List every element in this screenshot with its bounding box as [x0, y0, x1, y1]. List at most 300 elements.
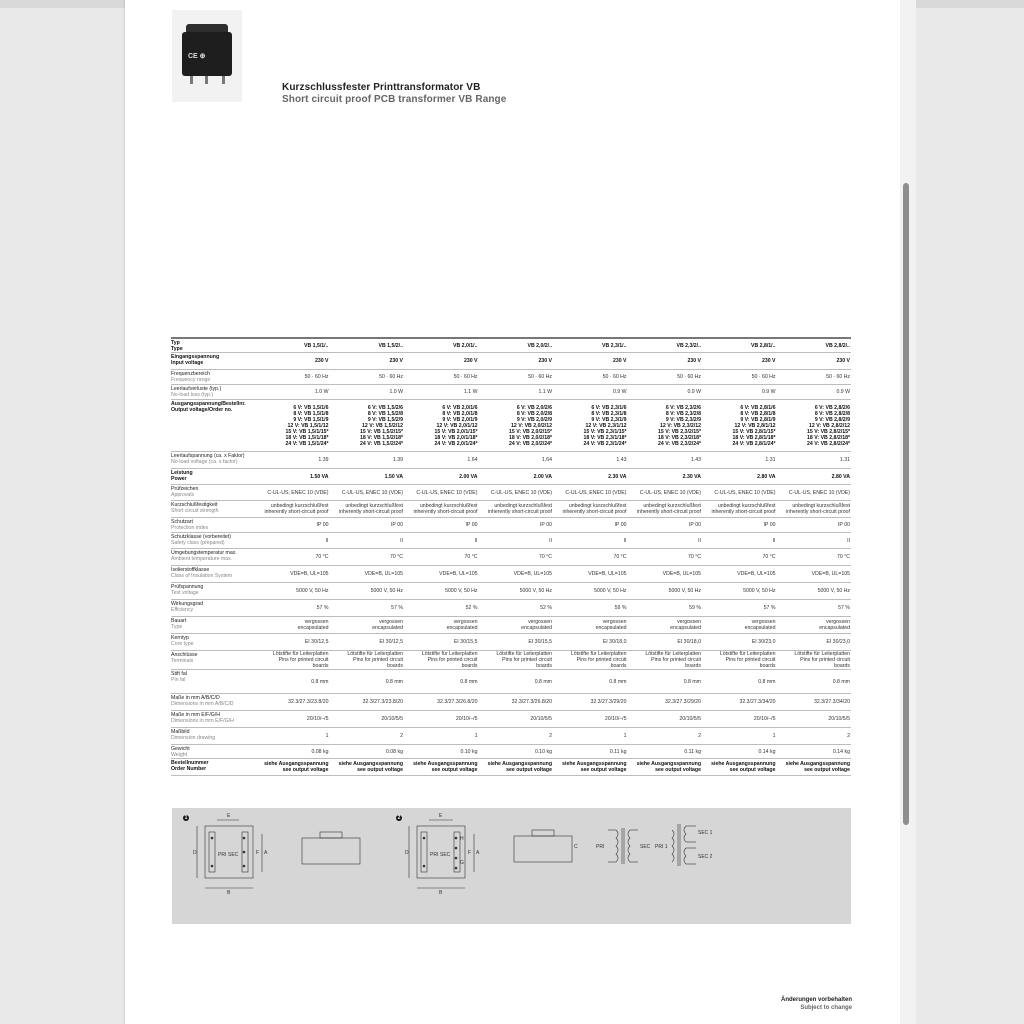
row-label — [171, 745, 255, 759]
table-cell: 50 · 60 Hz — [330, 370, 405, 385]
pri-label-1: PRI — [218, 852, 227, 858]
table-cell — [255, 759, 330, 776]
cell-line: Pins for printed circuit — [278, 657, 329, 663]
cell-line: 8 V: VB 1,5/2/8 — [367, 410, 403, 417]
cell-line: Pins for printed circuit — [651, 657, 701, 663]
row-label — [171, 353, 255, 370]
row-label-english: Class of Insulation System — [171, 573, 233, 579]
table-cell: VDE=B, UL=105 — [553, 566, 628, 583]
table-cell: VB 2,3/2/.. — [628, 338, 703, 353]
cell-line: see output voltage — [431, 767, 478, 773]
row-label-english: No-load loss (typ.) — [171, 392, 214, 398]
cell-line: encapsulated — [372, 625, 403, 631]
row-label-german: Bestellnummer — [171, 760, 209, 766]
cell-line: 12 V: VB 2,3/1/12 — [585, 422, 627, 429]
table-cell — [255, 501, 330, 518]
row-label-english: Dimensions in mm E/F/G/H — [171, 718, 234, 724]
title-english: Short circuit proof PCB transformer VB Range — [282, 94, 507, 105]
schematic-2-secondary-coil-1 — [684, 826, 686, 842]
table-cell: 2.80 VA — [777, 469, 852, 485]
table-cell: 1 — [404, 728, 479, 745]
cell-line: see output voltage — [729, 767, 776, 773]
table-cell — [479, 501, 554, 518]
row-label-german: Maße in mm E/F/G/H — [171, 712, 220, 718]
row-label-german: Isolierstoffklasse — [171, 567, 210, 573]
table-cell: 1.50 VA — [330, 469, 405, 485]
row-label-german: Bauart — [171, 618, 187, 624]
table-cell: IP 00 — [553, 518, 628, 533]
row-label — [171, 338, 255, 353]
row-label — [171, 759, 255, 776]
cell-line: vergossen — [528, 619, 552, 625]
table-cell: 2.00 VA — [479, 469, 554, 485]
cell-line: encapsulated — [297, 625, 329, 631]
table-cell: VB 1,5/1/.. — [255, 338, 330, 353]
row-label — [171, 385, 255, 400]
table-cell: VB 2,8/1/.. — [702, 338, 777, 353]
cell-line: unbedingt kurzschlußfest — [717, 503, 776, 509]
row-label-english: Core type — [171, 641, 194, 647]
table-cell: 0.8 mm — [553, 670, 628, 694]
table-cell — [777, 617, 852, 634]
table-cell: 5000 V, 50 Hz — [255, 583, 330, 600]
table-cell — [777, 501, 852, 518]
cell-line: 6 V: VB 2,0/1/6 — [442, 404, 478, 411]
cell-line: 8 V: VB 1,5/1/8 — [293, 410, 329, 417]
spec-row — [171, 501, 851, 518]
table-cell: VDE=B, UL=105 — [404, 566, 479, 583]
row-label-german: Schutzart — [171, 519, 193, 525]
table-cell: 1 — [255, 728, 330, 745]
cell-line: 9 V: VB 2,0/2/9 — [516, 416, 552, 423]
table-cell: C-UL-US, ENEC 10 (VDE) — [479, 485, 554, 501]
cell-line: 9 V: VB 2,3/2/9 — [665, 416, 701, 423]
cell-line: boards — [685, 663, 701, 669]
table-cell: VDE=B, UL=105 — [777, 566, 852, 583]
table-cell — [702, 501, 777, 518]
table-cell: 5000 V, 50 Hz — [702, 583, 777, 600]
row-label — [171, 533, 255, 549]
row-label-german: Schutzklasse (vorbereitet) — [171, 534, 231, 540]
ce-mark-logo: CE ⊕ — [188, 53, 206, 60]
table-cell — [702, 617, 777, 634]
schematic-1-secondary-coil — [628, 830, 630, 862]
product-photo — [172, 10, 242, 102]
spec-row — [171, 759, 851, 776]
table-cell — [553, 501, 628, 518]
cell-line: 8 V: VB 2,8/1/8 — [740, 410, 776, 417]
row-label-german: Leerlaufspannung (ca. x Faktor) — [171, 453, 245, 459]
cell-line: unbedingt kurzschlußfest — [494, 503, 552, 509]
cell-line: 12 V: VB 2,8/1/12 — [734, 422, 776, 429]
table-cell — [777, 400, 852, 452]
table-cell — [255, 617, 330, 634]
cell-line: Pins for printed circuit — [353, 657, 403, 663]
table-cell: 0.8 mm — [255, 670, 330, 694]
table-cell: VDE=B, UL=105 — [330, 566, 405, 583]
spec-row — [171, 533, 851, 549]
row-label-german: Umgebungstemperatur max. — [171, 550, 237, 556]
spec-row — [171, 549, 851, 566]
dim-label-d2: D — [405, 850, 409, 856]
sec-label-2: SEC — [440, 852, 451, 858]
row-label — [171, 600, 255, 617]
table-cell: 0.11 kg — [628, 745, 703, 759]
table-cell: 1.64 — [479, 452, 554, 469]
cell-line: Lötstifte für Leiterplatten — [421, 651, 478, 657]
cell-line: 15 V: VB 1,5/1/15* — [285, 428, 329, 435]
cell-line: 12 V: VB 1,5/1/12 — [287, 422, 329, 429]
table-cell: C-UL-US, ENEC 10 (VDE) — [330, 485, 405, 501]
cell-line: 24 V: VB 2,3/1/24* — [583, 440, 627, 447]
table-cell — [255, 400, 330, 452]
table-cell: 2 — [628, 728, 703, 745]
schematic-pri-label: PRI — [596, 844, 605, 850]
cell-line: boards — [461, 663, 478, 669]
row-label-english: Order Number — [171, 766, 207, 772]
cell-line: 18 V: VB 2,8/1/18* — [732, 434, 776, 441]
row-label-english: Input voltage — [171, 360, 204, 366]
cell-line: 6 V: VB 2,8/1/6 — [740, 404, 776, 411]
row-label-english: Type — [171, 346, 183, 352]
spec-row — [171, 617, 851, 634]
spec-row — [171, 711, 851, 728]
table-cell — [628, 651, 703, 670]
row-label-english: Efficiency — [171, 607, 194, 613]
cell-line: 18 V: VB 2,3/1/18* — [583, 434, 627, 441]
table-cell: 32.3/27.3/26.8/20 — [404, 694, 479, 711]
row-label-german: Wirkungsgrad — [171, 601, 204, 607]
cell-line: unbedingt kurzschlußfest — [419, 503, 478, 509]
row-label — [171, 728, 255, 745]
cell-line: 6 V: VB 2,8/2/6 — [814, 404, 850, 411]
cell-line: siehe Ausgangsspannung — [413, 761, 478, 767]
drawing-1-badge: 1 — [184, 815, 188, 821]
drawing-2-side-top — [532, 830, 554, 836]
table-cell: 1 — [702, 728, 777, 745]
table-cell: 0.08 kg — [330, 745, 405, 759]
cell-line: boards — [834, 663, 850, 669]
cell-line: Lötstifte für Leiterplatten — [645, 651, 701, 657]
row-label-english: Pin fal — [171, 677, 186, 683]
row-label-english: Test voltage — [171, 590, 199, 596]
cell-line: encapsulated — [446, 625, 478, 631]
cell-line: 9 V: VB 1,5/1/9 — [293, 416, 329, 423]
table-cell — [702, 400, 777, 452]
table-cell: 52 % — [479, 600, 554, 617]
cell-line: siehe Ausgangsspannung — [785, 761, 850, 767]
cell-line: 6 V: VB 2,0/2/6 — [516, 404, 552, 411]
table-cell — [777, 759, 852, 776]
cell-line: inherently short-circuit proof — [562, 509, 627, 515]
cell-line: inherently short-circuit proof — [785, 509, 850, 515]
cell-line: 8 V: VB 2,8/2/8 — [814, 410, 850, 417]
table-cell: 20/10/–/5 — [702, 711, 777, 728]
table-cell: 0.8 mm — [777, 670, 852, 694]
row-label-german: Prüfzeichen — [171, 486, 199, 492]
table-cell: 50 · 60 Hz — [404, 370, 479, 385]
table-cell: 70 °C — [404, 549, 479, 566]
row-label-english: Power — [171, 476, 187, 482]
table-cell: 50 · 60 Hz — [479, 370, 554, 385]
spec-row — [171, 485, 851, 501]
pin-leg — [222, 76, 225, 84]
table-cell: VDE=B, UL=105 — [628, 566, 703, 583]
spec-row — [171, 338, 851, 353]
table-cell: 32.3/27.3/26.8/20 — [479, 694, 554, 711]
row-label-english: Protection index — [171, 525, 209, 531]
table-cell: 230 V — [777, 353, 852, 370]
row-label — [171, 634, 255, 651]
table-cell: EI 30/23,0 — [777, 634, 852, 651]
schematic-pri1-label: PRI 1 — [655, 844, 668, 850]
cell-line: boards — [387, 663, 403, 669]
row-label-english: Approvals — [171, 492, 195, 498]
table-cell: 0.14 kg — [777, 745, 852, 759]
row-label — [171, 566, 255, 583]
table-cell: 1.39 — [330, 452, 405, 469]
table-cell: 230 V — [628, 353, 703, 370]
table-cell — [628, 400, 703, 452]
cell-line: 15 V: VB 2,8/2/15* — [807, 428, 850, 435]
cell-line: boards — [312, 663, 329, 669]
table-cell: 1.0 W — [330, 385, 405, 400]
table-cell: 32.3/27.3/34/20 — [777, 694, 852, 711]
table-cell: 1.43 — [628, 452, 703, 469]
cell-line: 18 V: VB 2,8/2/18* — [807, 434, 850, 441]
cell-line: boards — [536, 663, 552, 669]
table-cell: 0.8 mm — [330, 670, 405, 694]
table-cell: 59 % — [553, 600, 628, 617]
row-label-german: Ausgangsspannung/Bestellnr. — [171, 401, 246, 407]
table-cell: VDE=B, UL=105 — [479, 566, 554, 583]
cell-line: vergossen — [453, 619, 478, 625]
cell-line: siehe Ausgangsspannung — [636, 761, 701, 767]
cell-line: see output voltage — [357, 767, 403, 773]
cell-line: 15 V: VB 1,5/2/15* — [360, 428, 403, 435]
pin-leg — [190, 76, 193, 84]
table-cell: 50 · 60 Hz — [553, 370, 628, 385]
cell-line: 12 V: VB 1,5/2/12 — [362, 422, 403, 429]
table-cell — [702, 651, 777, 670]
row-label-english: Safety class (prepared) — [171, 540, 225, 546]
table-cell: 0.8 mm — [628, 670, 703, 694]
table-cell: 1.1 W — [404, 385, 479, 400]
table-cell: IP 00 — [777, 518, 852, 533]
dim-label-a1: A — [264, 850, 268, 856]
table-cell: 1.1 W — [479, 385, 554, 400]
cell-line: inherently short-circuit proof — [413, 509, 478, 515]
table-cell: 20/10/–/5 — [404, 711, 479, 728]
table-cell: 230 V — [330, 353, 405, 370]
table-cell: 5000 V, 50 Hz — [628, 583, 703, 600]
footer-note-english: Subject to change — [800, 1005, 852, 1011]
cell-line: 9 V: VB 2,3/1/9 — [591, 416, 627, 423]
spec-row — [171, 600, 851, 617]
cell-line: inherently short-circuit proof — [264, 509, 329, 515]
table-cell: 20/10/5/5 — [479, 711, 554, 728]
table-cell — [330, 651, 405, 670]
table-cell: VB 2,3/1/.. — [553, 338, 628, 353]
table-cell: II — [777, 533, 852, 549]
table-cell: C-UL-US, ENEC 10 (VDE) — [553, 485, 628, 501]
cell-line: 8 V: VB 2,3/2/8 — [665, 410, 701, 417]
cell-line: 15 V: VB 2,3/1/15* — [583, 428, 627, 435]
table-cell: 50 · 60 Hz — [702, 370, 777, 385]
drawing-2-side-view — [514, 836, 572, 862]
row-label-english: Ambient temperature max. — [171, 556, 233, 562]
cell-line: Pins for printed circuit — [800, 657, 850, 663]
row-label-german: Leistung — [171, 470, 193, 476]
cell-line: 18 V: VB 2,0/1/18* — [434, 434, 478, 441]
cell-line: 9 V: VB 2,8/2/9 — [814, 416, 850, 423]
table-cell — [404, 617, 479, 634]
cell-line: 24 V: VB 2,8/1/24* — [732, 440, 776, 447]
table-cell: EI 30/12,5 — [330, 634, 405, 651]
table-cell — [628, 617, 703, 634]
cell-line: encapsulated — [595, 625, 627, 631]
dim-label-h2: H — [460, 836, 464, 842]
table-cell: 2 — [777, 728, 852, 745]
schematic-sec2-label: SEC 2 — [698, 854, 713, 860]
cell-line: boards — [610, 663, 627, 669]
spec-row — [171, 452, 851, 469]
cell-line: Lötstifte für Leiterplatten — [719, 651, 776, 657]
table-cell: 2 — [330, 728, 405, 745]
dim-label-b1: B — [227, 890, 231, 896]
dim-label-a2: A — [476, 850, 480, 856]
table-cell: 1.43 — [553, 452, 628, 469]
table-cell: 59 % — [628, 600, 703, 617]
table-cell: IP 00 — [628, 518, 703, 533]
scrollbar-thumb[interactable] — [903, 183, 909, 825]
row-label-english: Short circuit strength — [171, 508, 219, 514]
table-cell: 2.00 VA — [404, 469, 479, 485]
cell-line: Pins for printed circuit — [427, 657, 478, 663]
table-cell — [404, 501, 479, 518]
cell-line: encapsulated — [521, 625, 552, 631]
table-cell: 20/10/5/5 — [777, 711, 852, 728]
cell-line: 8 V: VB 2,0/1/8 — [442, 410, 478, 417]
table-cell: IP 00 — [330, 518, 405, 533]
row-label-german: Eingangsspannung — [171, 354, 220, 360]
table-cell — [553, 759, 628, 776]
table-cell: 0.8 mm — [479, 670, 554, 694]
table-cell: 1.31 — [777, 452, 852, 469]
table-cell: VB 2,8/2/.. — [777, 338, 852, 353]
table-cell: 20/10/–/5 — [255, 711, 330, 728]
drawing-1-side-view — [302, 838, 360, 864]
cell-line: 24 V: VB 2,0/1/24* — [434, 440, 478, 447]
spec-row — [171, 728, 851, 745]
cell-line: encapsulated — [744, 625, 776, 631]
cell-line: see output voltage — [804, 767, 850, 773]
cell-line: 15 V: VB 2,8/1/15* — [732, 428, 776, 435]
cell-line: Lötstifte für Leiterplatten — [794, 651, 850, 657]
table-cell: 32.3/27.3/23.8/20 — [255, 694, 330, 711]
cell-line: siehe Ausgangsspannung — [562, 761, 627, 767]
table-cell: 1.64 — [404, 452, 479, 469]
row-label-german: Gewicht — [171, 746, 190, 752]
cell-line: 9 V: VB 2,0/1/9 — [442, 416, 478, 423]
cell-line: boards — [759, 663, 776, 669]
spec-row — [171, 634, 851, 651]
table-cell: II — [702, 533, 777, 549]
dim-label-e2: E — [439, 813, 443, 819]
cell-line: 15 V: VB 2,0/2/15* — [509, 428, 552, 435]
cell-line: 24 V: VB 2,8/2/24* — [807, 440, 850, 447]
cell-line: 6 V: VB 2,3/1/6 — [591, 404, 627, 411]
table-cell: II — [479, 533, 554, 549]
table-cell: IP 00 — [479, 518, 554, 533]
cell-line: 12 V: VB 2,8/2/12 — [809, 422, 850, 429]
cell-line: vergossen — [751, 619, 776, 625]
table-cell: VDE=B, UL=105 — [702, 566, 777, 583]
cell-line: vergossen — [826, 619, 850, 625]
table-cell: 2.30 VA — [628, 469, 703, 485]
table-cell: II — [404, 533, 479, 549]
dim-label-c2: C — [574, 844, 578, 850]
table-cell: 0.10 kg — [404, 745, 479, 759]
table-cell: 32.3/27.3/29/20 — [553, 694, 628, 711]
table-cell: 2.80 VA — [702, 469, 777, 485]
cell-line: 6 V: VB 2,3/2/6 — [665, 404, 701, 411]
cell-line: inherently short-circuit proof — [487, 509, 552, 515]
table-cell: 70 °C — [479, 549, 554, 566]
table-cell: 0.08 kg — [255, 745, 330, 759]
table-cell — [553, 617, 628, 634]
cell-line: Pins for printed circuit — [725, 657, 776, 663]
table-cell — [479, 400, 554, 452]
cell-line: unbedingt kurzschlußfest — [643, 503, 701, 509]
cell-line: Lötstifte für Leiterplatten — [347, 651, 403, 657]
table-cell — [404, 400, 479, 452]
table-cell — [702, 759, 777, 776]
table-cell: 70 °C — [628, 549, 703, 566]
cell-line: siehe Ausgangsspannung — [711, 761, 776, 767]
table-cell — [330, 400, 405, 452]
sec-label-1: SEC — [228, 852, 239, 858]
table-cell: VDE=B, UL=105 — [255, 566, 330, 583]
row-label-german: Maßbild — [171, 729, 190, 735]
cell-line: see output voltage — [506, 767, 552, 773]
table-cell: 50 · 60 Hz — [777, 370, 852, 385]
table-cell: 70 °C — [255, 549, 330, 566]
row-label-german: Maße in mm A/B/C/D — [171, 695, 220, 701]
table-cell: 50 · 60 Hz — [628, 370, 703, 385]
table-cell: IP 00 — [404, 518, 479, 533]
row-label — [171, 370, 255, 385]
cell-line: unbedingt kurzschlußfest — [792, 503, 850, 509]
row-label-english: No-load voltage (ca. x factor) — [171, 459, 238, 465]
table-cell: 0.9 W — [628, 385, 703, 400]
cell-line: Pins for printed circuit — [576, 657, 627, 663]
table-cell — [777, 651, 852, 670]
row-label-german: Stift fal — [171, 671, 187, 677]
dim-label-f2: F — [468, 850, 472, 856]
table-cell: VB 1,5/2/.. — [330, 338, 405, 353]
dim-label-f1: F — [256, 850, 260, 856]
cell-line: vergossen — [304, 619, 329, 625]
table-cell: 230 V — [255, 353, 330, 370]
cell-line: 8 V: VB 2,3/1/8 — [591, 410, 627, 417]
table-cell — [255, 651, 330, 670]
dimension-drawings-panel — [172, 808, 851, 924]
dim-label-g2: G — [460, 860, 464, 866]
row-label-german: Anschlüsse — [171, 652, 198, 658]
drawing-2-badge: 2 — [397, 815, 401, 821]
spec-table — [171, 337, 851, 776]
